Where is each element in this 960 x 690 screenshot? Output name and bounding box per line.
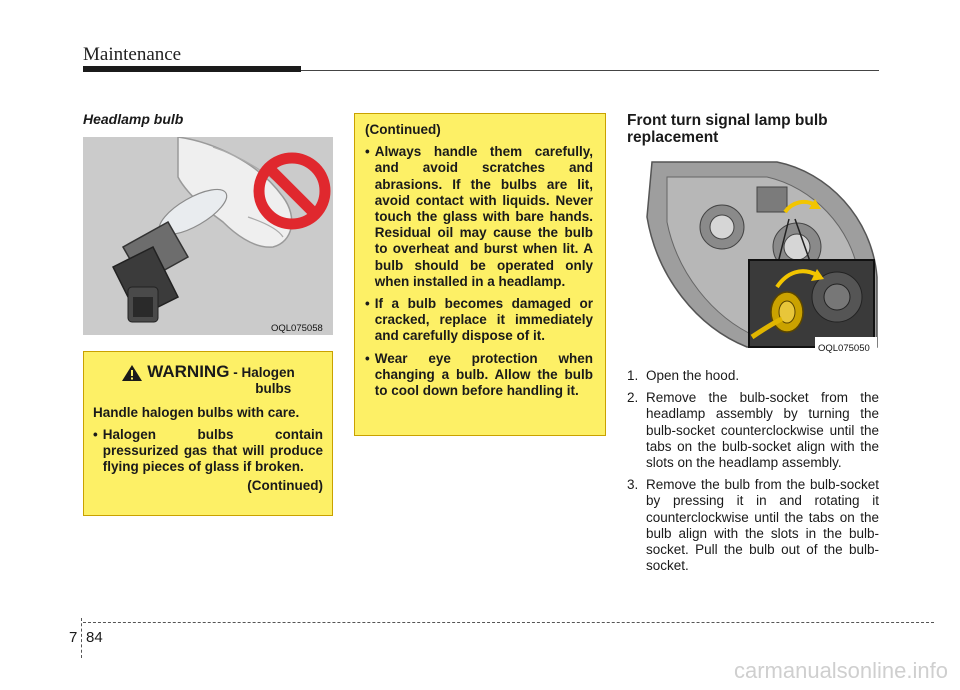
- warning-suffix-2: bulbs: [255, 381, 292, 396]
- warning-box: [83, 351, 333, 516]
- photo-code: OQL075058: [271, 323, 323, 334]
- warning-intro: Handle halogen bulbs with care.: [93, 405, 300, 420]
- bullet-dot: •: [93, 427, 98, 442]
- step-text: Remove the bulb-socket from the headlamp assembly by turning the bulb-socket counterclockwise until the tabs on the bulb-socket align with the slots on the headlamp assembly.: [646, 390, 879, 471]
- continued-bullet-text: Always handle them carefully, and avoid scratches and abrasions. If the bulbs are lit, avoid contact with liquids. Never touch the glass with bare hands. Residual oil may cause the bulb to overheat and burst when lit. A bulb should be operated only when installed in a headlamp.: [374, 144, 593, 289]
- section-title-turn-signal: Front turn signal lamp bulb replacement: [627, 112, 828, 146]
- step-2: [627, 390, 879, 471]
- bullet-dot: •: [365, 144, 370, 160]
- warning-suffix: - Halogen: [233, 365, 295, 380]
- halogen-bulb-photo: [83, 137, 333, 335]
- continued-bullet-2: [365, 296, 593, 345]
- step-number: 3.: [627, 477, 639, 493]
- warning-bullet: [93, 427, 323, 475]
- bulb-in-hand-illustration: [83, 137, 333, 335]
- continued-bullet-3: [365, 351, 593, 400]
- continued-bullet-text: If a bulb becomes damaged or cracked, replace it immediately and carefully dispose of it.: [374, 296, 593, 344]
- warning-word: WARNING: [147, 362, 230, 381]
- footer-rule: [83, 622, 934, 623]
- warning-continued: (Continued): [247, 478, 323, 493]
- warning-continued-box: [354, 113, 606, 436]
- page-header-title: Maintenance: [83, 44, 182, 65]
- bullet-dot: •: [365, 296, 370, 312]
- step-number: 2.: [627, 390, 639, 406]
- footer-divider: [81, 618, 82, 658]
- header-rule: [301, 70, 879, 71]
- footer-page-number: 84: [86, 629, 103, 646]
- photo-code: OQL075050: [818, 343, 870, 354]
- warning-triangle-icon: [121, 364, 143, 382]
- bullet-dot: •: [365, 350, 370, 366]
- header-bar: [83, 66, 301, 72]
- step-number: 1.: [627, 368, 639, 383]
- step-text: Open the hood.: [646, 368, 740, 383]
- continued-bullet-1: [365, 144, 593, 290]
- procedure-steps: [627, 368, 879, 580]
- section-title-headlamp-bulb: Headlamp bulb: [83, 111, 184, 127]
- watermark: carmanualsonline.info: [733, 658, 948, 683]
- turn-signal-diagram: [627, 157, 879, 355]
- step-1: [627, 368, 879, 384]
- step-text: Remove the bulb from the bulb-socket by pressing it in and rotating it counterclockwise until the tabs on the bulb align with the slots in the bulb-socket. Pull the bulb out of the bulb-socket.: [646, 477, 879, 574]
- warning-bullet-text: Halogen bulbs contain pressurized gas that will produce flying pieces of glass if broken.: [102, 427, 323, 474]
- step-3: [627, 477, 879, 574]
- continued-bullet-text: Wear eye protection when changing a bulb. Allow the bulb to cool down before handling it.: [374, 350, 593, 399]
- headlamp-assembly-illustration: [627, 157, 879, 355]
- warning-header: [93, 364, 323, 397]
- continued-label: (Continued): [365, 122, 441, 137]
- footer-chapter-number: 7: [69, 629, 78, 646]
